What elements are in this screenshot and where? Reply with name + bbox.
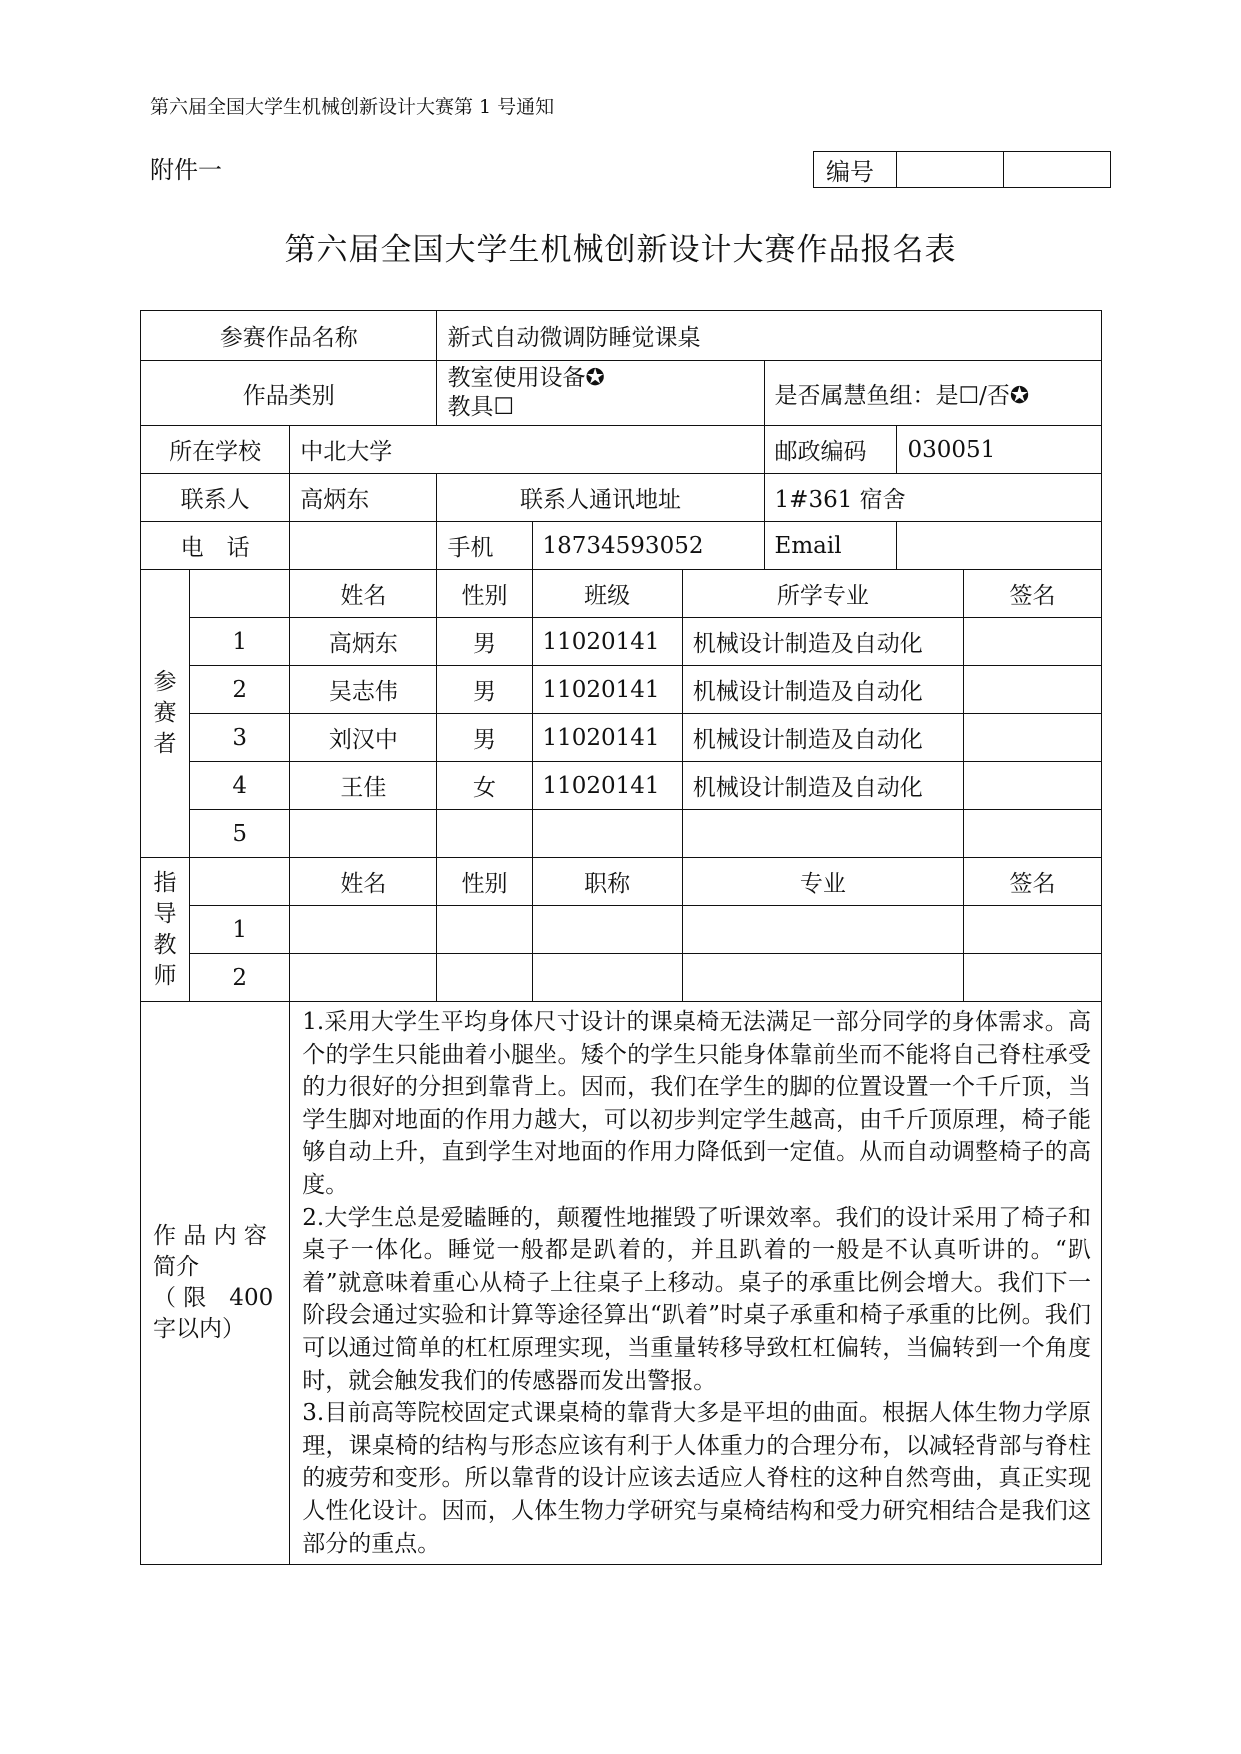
table-row	[141, 810, 1102, 858]
intro-paragraph-3: 3.目前高等院校固定式课桌椅的靠背大多是平坦的曲面。根据人体生物力学原理，课桌椅的结构与形态应该有利于人体重力的合理分布，以减轻背部与脊柱的疲劳和变形。所以靠背的设计应该去适应人脊柱的这种自然弯曲，真正实现人性化设计。因而，人体生物力学研究与桌椅结构和受力研究相结合是我们这部分的重点。	[302, 1400, 1091, 1557]
participant-name[interactable]: 刘汉中	[290, 714, 437, 762]
teacher-sign[interactable]	[963, 954, 1101, 1002]
participant-sign[interactable]	[963, 762, 1101, 810]
number-label: 编号	[814, 152, 897, 188]
header-note: 第六届全国大学生机械创新设计大赛第 1 号通知	[150, 96, 555, 118]
participant-name[interactable]: 吴志伟	[290, 666, 437, 714]
category-option-teaching-aid[interactable]: 教具☐	[447, 394, 515, 420]
participants-side-label: 参 赛 者	[141, 570, 190, 858]
postcode-label: 邮政编码	[764, 426, 897, 474]
contact-label: 联系人	[141, 474, 290, 522]
participants-header-major: 所学专业	[682, 570, 963, 618]
participant-class[interactable]: 11020141	[532, 762, 682, 810]
teachers-side-label: 指 导 教 师	[141, 858, 190, 1002]
participant-sign[interactable]	[963, 714, 1101, 762]
row-number: 4	[190, 762, 290, 810]
participant-name[interactable]: 王佳	[290, 762, 437, 810]
school-value[interactable]: 中北大学	[290, 426, 764, 474]
table-row	[141, 954, 1102, 1002]
number-cell-1[interactable]	[897, 152, 1004, 188]
participants-header-no	[190, 570, 290, 618]
mobile-value[interactable]: 18734593052	[532, 522, 764, 570]
table-row	[141, 906, 1102, 954]
participant-sign[interactable]	[963, 618, 1101, 666]
teachers-header-name: 姓名	[290, 858, 437, 906]
teacher-name[interactable]	[290, 954, 437, 1002]
row-number: 2	[190, 954, 290, 1002]
contact-value[interactable]: 高炳东	[290, 474, 437, 522]
participant-gender[interactable]: 男	[437, 618, 532, 666]
participant-major[interactable]: 机械设计制造及自动化	[682, 666, 963, 714]
participant-name[interactable]	[290, 810, 437, 858]
teachers-header-sign: 签名	[963, 858, 1101, 906]
teachers-header-gender: 性别	[437, 858, 532, 906]
school-label: 所在学校	[141, 426, 290, 474]
participant-class[interactable]	[532, 810, 682, 858]
postcode-value[interactable]: 030051	[897, 426, 1102, 474]
teacher-major[interactable]	[682, 906, 963, 954]
teacher-major[interactable]	[682, 954, 963, 1002]
participant-class[interactable]: 11020141	[532, 666, 682, 714]
attachment-label: 附件一	[150, 156, 222, 184]
phone-value[interactable]	[290, 522, 437, 570]
mobile-label: 手机	[437, 522, 532, 570]
page-title: 第六届全国大学生机械创新设计大赛作品报名表	[284, 232, 957, 268]
address-value[interactable]: 1#361 宿舍	[764, 474, 1101, 522]
category-label: 作品类别	[141, 361, 437, 426]
email-label: Email	[764, 522, 897, 570]
intro-content[interactable]	[290, 1002, 1102, 1565]
number-box	[813, 151, 1111, 188]
teachers-header-no	[190, 858, 290, 906]
huiyu-group-field[interactable]: 是否属慧鱼组：是☐/否✪	[764, 361, 1101, 426]
participant-class[interactable]: 11020141	[532, 714, 682, 762]
participant-gender[interactable]: 男	[437, 714, 532, 762]
participant-major[interactable]: 机械设计制造及自动化	[682, 618, 963, 666]
email-value[interactable]	[897, 522, 1102, 570]
table-row	[141, 666, 1102, 714]
participants-header-class: 班级	[532, 570, 682, 618]
row-number: 3	[190, 714, 290, 762]
table-row	[141, 618, 1102, 666]
number-cell-2[interactable]	[1004, 152, 1111, 188]
participant-major[interactable]: 机械设计制造及自动化	[682, 762, 963, 810]
row-number: 1	[190, 618, 290, 666]
participant-major[interactable]	[682, 810, 963, 858]
participant-sign[interactable]	[963, 810, 1101, 858]
teacher-title[interactable]	[532, 954, 682, 1002]
table-row	[141, 714, 1102, 762]
teacher-sign[interactable]	[963, 906, 1101, 954]
intro-paragraph-2: 2.大学生总是爱瞌睡的，颠覆性地摧毁了听课效率。我们的设计采用了椅子和桌子一体化。睡觉一般都是趴着的，并且趴着的一般是不认真听讲的。“趴着”就意味着重心从椅子上往桌子上移动。桌子的承重比例会增大。我们下一阶段会通过实验和计算等途径算出“趴着”时桌子承重和椅子承重的比例。我们可以通过简单的杠杠原理实现，当重量转移导致杠杠偏转，当偏转到一个角度时，就会触发我们的传感器而发出警报。	[302, 1204, 1091, 1394]
registration-form	[140, 310, 1102, 1565]
intro-label: 作 品 内 容 简介 （ 限 400 字以内）	[141, 1002, 290, 1565]
table-row	[141, 762, 1102, 810]
participant-gender[interactable]: 女	[437, 762, 532, 810]
row-number: 2	[190, 666, 290, 714]
teacher-gender[interactable]	[437, 954, 532, 1002]
category-option-classroom[interactable]: 教室使用设备✪	[447, 365, 605, 391]
row-number: 1	[190, 906, 290, 954]
row-number: 5	[190, 810, 290, 858]
participant-gender[interactable]: 男	[437, 666, 532, 714]
category-options[interactable]	[437, 361, 764, 426]
participant-class[interactable]: 11020141	[532, 618, 682, 666]
participant-major[interactable]: 机械设计制造及自动化	[682, 714, 963, 762]
teachers-header-title: 职称	[532, 858, 682, 906]
intro-paragraph-1: 1.采用大学生平均身体尺寸设计的课桌椅无法满足一部分同学的身体需求。高个的学生只能曲着小腿坐。矮个的学生只能身体靠前坐而不能将自己脊柱承受的力很好的分担到靠背上。因而，我们在学生的脚的位置设置一个千斤顶，当学生脚对地面的作用力越大，可以初步判定学生越高，由千斤顶原理，椅子能够自动上升，直到学生对地面的作用力降低到一定值。从而自动调整椅子的高度。	[302, 1009, 1091, 1198]
address-label: 联系人通讯地址	[437, 474, 764, 522]
participant-gender[interactable]	[437, 810, 532, 858]
teacher-gender[interactable]	[437, 906, 532, 954]
participants-header-name: 姓名	[290, 570, 437, 618]
participant-name[interactable]: 高炳东	[290, 618, 437, 666]
participants-header-sign: 签名	[963, 570, 1101, 618]
phone-label: 电 话	[141, 522, 290, 570]
work-name-value[interactable]: 新式自动微调防睡觉课桌	[437, 311, 1102, 361]
participant-sign[interactable]	[963, 666, 1101, 714]
teachers-header-major: 专业	[682, 858, 963, 906]
teacher-title[interactable]	[532, 906, 682, 954]
work-name-label: 参赛作品名称	[141, 311, 437, 361]
teacher-name[interactable]	[290, 906, 437, 954]
participants-header-gender: 性别	[437, 570, 532, 618]
